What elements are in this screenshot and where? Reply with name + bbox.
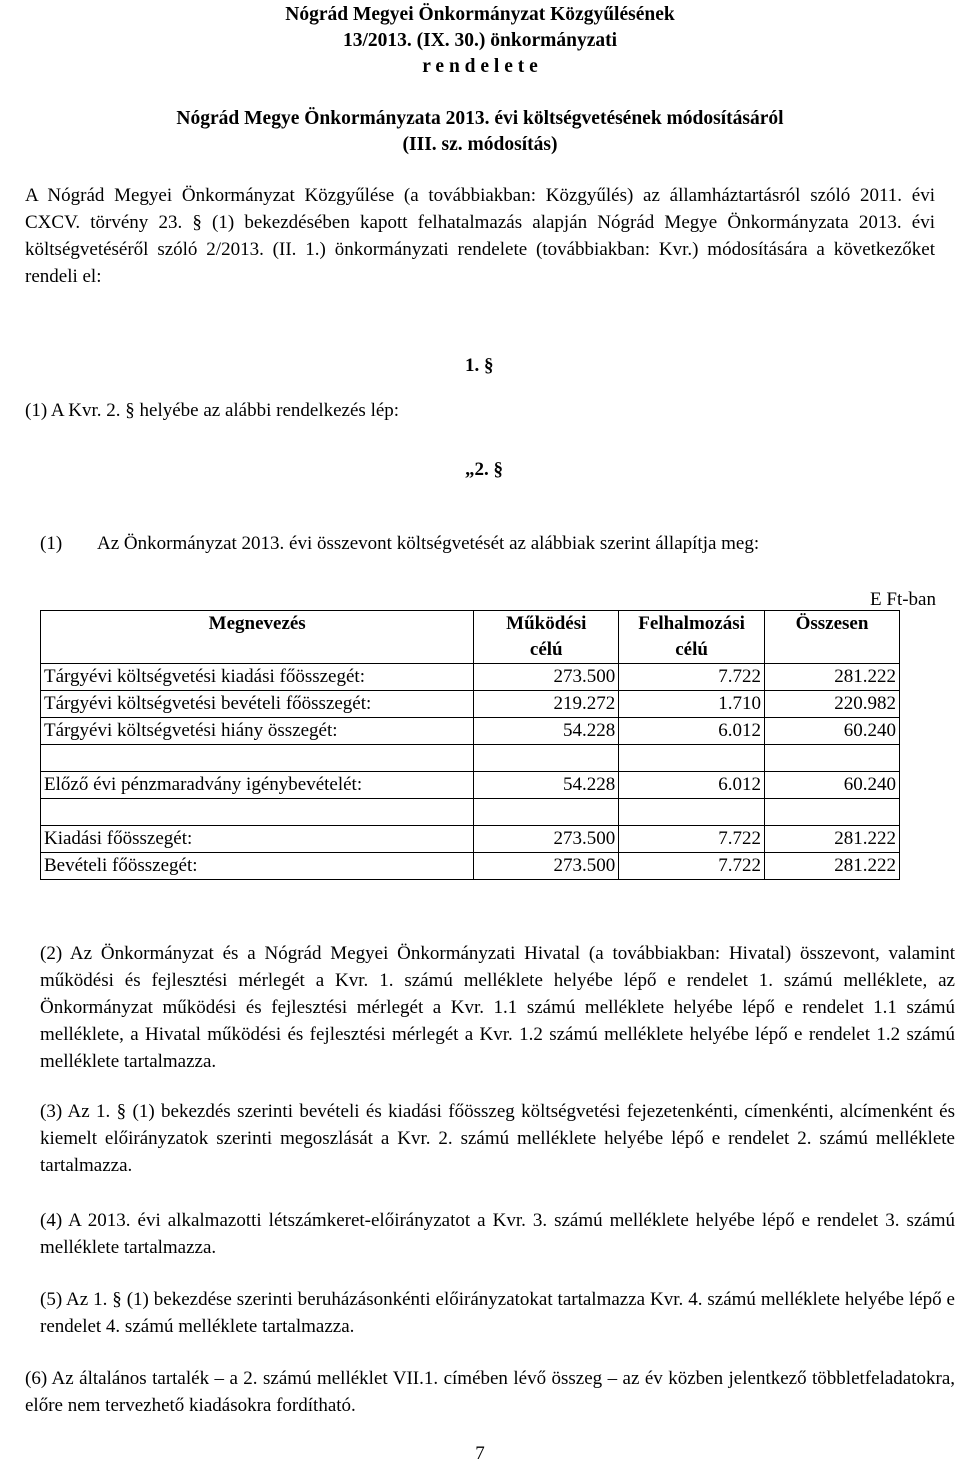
- row-operating: 273.500: [474, 826, 619, 853]
- preamble: A Nógrád Megyei Önkormányzat Közgyűlése (a továbbiakban: Közgyűlés) az államháztartásról szóló 2011. évi CXCV. törvény 23. § (1) bekezdésében kapott felhatalmazás alapján Nógrád Megye Önkormányzata 2013. évi költségvetéséről szóló 2/2013. (II. 1.) önkormányzati rendelete (továbbiakban: Kvr.) módosítására a következőket rendeli el:: [25, 185, 935, 287]
- row-total: 60.240: [765, 718, 900, 745]
- row-capital: 6.012: [619, 718, 765, 745]
- budget-table: [40, 610, 900, 880]
- header-capital: Felhalmozási: [619, 611, 765, 638]
- decree-number: 13/2013. (IX. 30.) önkormányzati: [342, 30, 618, 51]
- section-2-heading: „2. §: [465, 459, 503, 480]
- table-header-row-2: [41, 637, 900, 664]
- header-total: Összesen: [765, 611, 900, 638]
- row-total: 281.222: [765, 826, 900, 853]
- table-header-row: [41, 611, 900, 638]
- decree-subject: Nógrád Megye Önkormányzata 2013. évi költségvetésének módosításáról: [176, 108, 784, 129]
- table-spacer-row: [41, 799, 900, 826]
- header-operating: Működési: [474, 611, 619, 638]
- paragraph-3: (3) Az 1. § (1) bekezdés szerinti bevételi és kiadási főösszeg költségvetési fejezetenkénti, címenkénti, alcímenként és kiemelt előirányzatok szerinti megoszlását a Kvr. 2. számú melléklete helyébe lépő e rendelet 2. számú melléklete tartalmazza.: [40, 1101, 955, 1176]
- table-row: [41, 691, 900, 718]
- paragraph-5: (5) Az 1. § (1) bekezdése szerinti beruházásonkénti előirányzatokat tartalmazza Kvr. 4. számú melléklete helyébe lépő e rendelet 4. számú melléklete tartalmazza.: [40, 1289, 955, 1337]
- table-row: [41, 718, 900, 745]
- row-operating: 54.228: [474, 772, 619, 799]
- row-capital: 7.722: [619, 826, 765, 853]
- table-row: [41, 664, 900, 691]
- row-label: Tárgyévi költségvetési bevételi főösszegét:: [41, 691, 474, 718]
- issuer-title: Nógrád Megyei Önkormányzat Közgyűlésének: [285, 4, 675, 25]
- row-label: Tárgyévi költségvetési hiány összegét:: [41, 718, 474, 745]
- section-1-text: (1) A Kvr. 2. § helyébe az alábbi rendelkezés lép:: [25, 400, 400, 421]
- table-row: [41, 853, 900, 880]
- decree-label: r e n d e l e t e: [422, 56, 538, 77]
- decree-amendment: (III. sz. módosítás): [402, 134, 558, 155]
- row-label: Előző évi pénzmaradvány igénybevételét:: [41, 772, 474, 799]
- row-label: Bevételi főösszegét:: [41, 853, 474, 880]
- row-total: 220.982: [765, 691, 900, 718]
- section-1-heading: 1. §: [465, 355, 494, 376]
- row-capital: 6.012: [619, 772, 765, 799]
- header-capital-2: célú: [619, 637, 765, 664]
- row-total: 281.222: [765, 664, 900, 691]
- row-label: Kiadási főösszegét:: [41, 826, 474, 853]
- paragraph-4: (4) A 2013. évi alkalmazotti létszámkeret-előirányzatot a Kvr. 3. számú melléklete helyébe lépő e rendelet 3. számú melléklete tartalmazza.: [40, 1210, 955, 1258]
- row-total: 60.240: [765, 772, 900, 799]
- table-row: [41, 772, 900, 799]
- row-capital: 1.710: [619, 691, 765, 718]
- section-2-paragraph-text: Az Önkormányzat 2013. évi összevont költségvetését az alábbiak szerint állapítja meg:: [97, 533, 760, 554]
- row-total: 281.222: [765, 853, 900, 880]
- page-number: 7: [475, 1443, 485, 1464]
- row-operating: 273.500: [474, 853, 619, 880]
- row-label: Tárgyévi költségvetési kiadási főösszegét:: [41, 664, 474, 691]
- paragraph-2: (2) Az Önkormányzat és a Nógrád Megyei Önkormányzati Hivatal (a továbbiakban: Hivatal) összevont, valamint működési és fejlesztési mérlegét a Kvr. 1. számú melléklete helyébe lépő e rendelet 1. számú melléklete, az Önkormányzat működési és fejlesztési mérlegét a Kvr. 1.1 számú melléklete helyébe lépő e rendelet 1.1 számú melléklete, a Hivatal működési és fejlesztési mérlegét a Kvr. 1.2 számú melléklete helyébe lépő e rendelet 1.2 számú melléklete tartalmazza.: [40, 943, 955, 1072]
- currency-unit: E Ft-ban: [870, 589, 936, 610]
- header-operating-2: célú: [474, 637, 619, 664]
- row-capital: 7.722: [619, 853, 765, 880]
- row-operating: 219.272: [474, 691, 619, 718]
- paragraph-6: (6) Az általános tartalék – a 2. számú melléklet VII.1. címében lévő összeg – az év közben jelentkező többletfeladatokra, előre nem tervezhető kiadásokra fordítható.: [25, 1368, 955, 1416]
- section-2-paragraph-number: (1): [40, 533, 63, 554]
- row-operating: 273.500: [474, 664, 619, 691]
- table-row: [41, 826, 900, 853]
- row-capital: 7.722: [619, 664, 765, 691]
- header-name: Megnevezés: [41, 611, 474, 638]
- row-operating: 54.228: [474, 718, 619, 745]
- table-spacer-row: [41, 745, 900, 772]
